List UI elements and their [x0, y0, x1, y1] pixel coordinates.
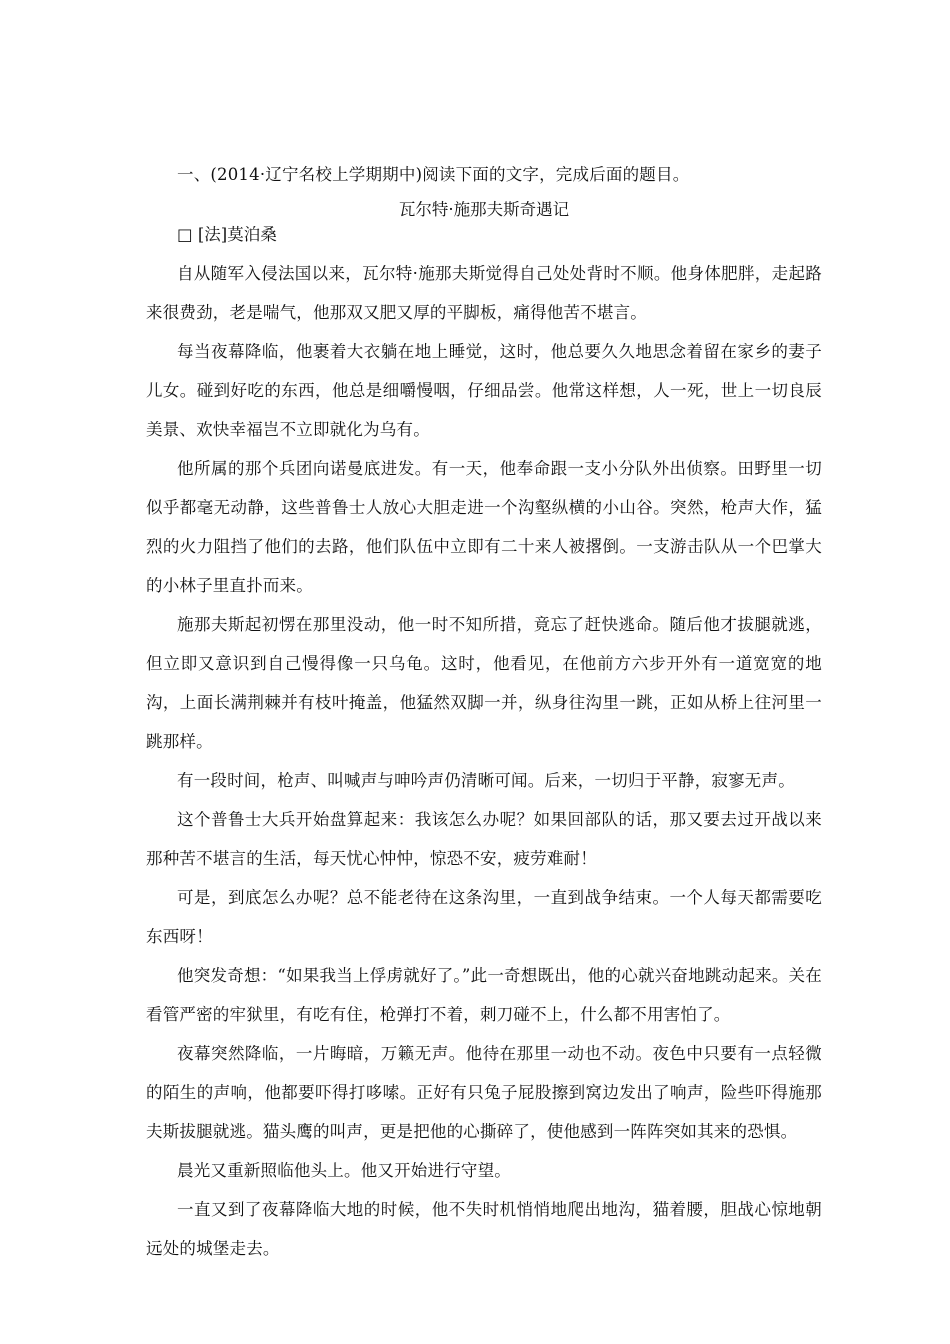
paragraph-7: 可是，到底怎么办呢？总不能老待在这条沟里，一直到战争结束。一个人每天都需要吃东西呀！ — [146, 888, 822, 946]
paragraph-1: 自从随军入侵法国以来，瓦尔特·施那夫斯觉得自己处处背时不顺。他身体肥胖，走起路来很费劲，老是喘气，他那双又肥又厚的平脚板，痛得他苦不堪言。 — [146, 264, 822, 322]
paragraph-8: 他突发奇想：“如果我当上俘虏就好了。”此一奇想既出，他的心就兴奋地跳动起来。关在看管严密的牢狱里，有吃有住，枪弹打不着，刺刀碰不上，什么都不用害怕了。 — [146, 966, 822, 1024]
paragraph-5: 有一段时间，枪声、叫喊声与呻吟声仍清晰可闻。后来，一切归于平静，寂寥无声。 — [177, 771, 795, 790]
paragraph-6: 这个普鲁士大兵开始盘算起来：我该怎么办呢？如果回部队的话，那又要去过开战以来那种苦不堪言的生活，每天忧心忡忡，惊恐不安，疲劳难耐！ — [146, 810, 822, 868]
question-heading: 一、(2014·辽宁名校上学期期中)阅读下面的文字，完成后面的题目。 — [177, 165, 690, 184]
paragraph-11: 一直又到了夜幕降临大地的时候，他不失时机悄悄地爬出地沟，猫着腰，胆战心惊地朝远处的城堡走去。 — [146, 1200, 822, 1258]
article-title: 瓦尔特·施那夫斯奇遇记 — [398, 200, 570, 219]
paragraph-4: 施那夫斯起初愣在那里没动，他一时不知所措，竟忘了赶快逃命。随后他才拔腿就逃，但立即又意识到自己慢得像一只乌龟。这时，他看见，在他前方六步开外有一道宽宽的地沟，上面长满荆棘并有枝叶掩盖，他猛然双脚一并，纵身往沟里一跳，正如从桥上往河里一跳那样。 — [146, 615, 822, 751]
paragraph-3: 他所属的那个兵团向诺曼底进发。有一天，他奉命跟一支小分队外出侦察。田野里一切似乎都毫无动静，这些普鲁士人放心大胆走进一个沟壑纵横的小山谷。突然，枪声大作，猛烈的火力阻挡了他们的去路，他们队伍中立即有二十来人被撂倒。一支游击队从一个巴掌大的小林子里直扑而来。 — [146, 459, 822, 595]
article-author: □ [法]莫泊桑 — [177, 225, 277, 244]
paragraph-2: 每当夜幕降临，他裹着大衣躺在地上睡觉，这时，他总要久久地思念着留在家乡的妻子儿女。碰到好吃的东西，他总是细嚼慢咽，仔细品尝。他常这样想，人一死，世上一切良辰美景、欢快幸福岂不立即就化为乌有。 — [146, 342, 822, 439]
article-body — [146, 254, 822, 1268]
paragraph-9: 夜幕突然降临，一片晦暗，万籁无声。他待在那里一动也不动。夜色中只要有一点轻微的陌生的声响，他都要吓得打哆嗦。正好有只兔子屁股擦到窝边发出了响声，险些吓得施那夫斯拔腿就逃。猫头鹰的叫声，更是把他的心撕碎了，使他感到一阵阵突如其来的恐惧。 — [146, 1044, 822, 1141]
paragraph-10: 晨光又重新照临他头上。他又开始进行守望。 — [177, 1161, 511, 1180]
